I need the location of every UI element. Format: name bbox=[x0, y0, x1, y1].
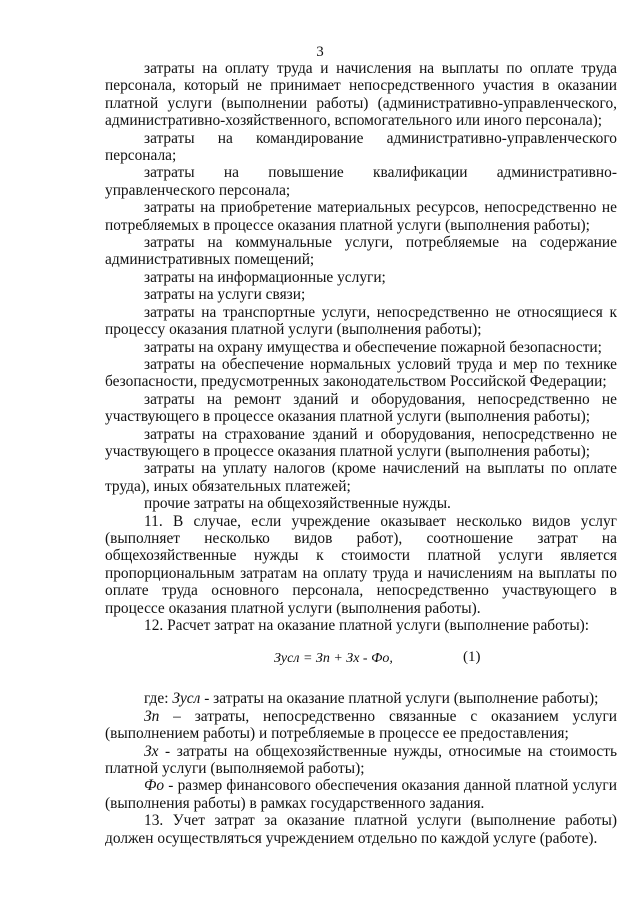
definition-text: – затраты, непосредственно связанные с оказанием услуги (выполнением работы) и потребляемые в процессе ее предоставления; bbox=[105, 707, 617, 743]
paragraph-business-trips: затраты на командирование административно-управленческого персонала; bbox=[105, 129, 617, 165]
paragraph-security: затраты на охрану имущества и обеспечение пожарной безопасности; bbox=[144, 338, 602, 356]
paragraph-communication-services: затраты на услуги связи; bbox=[144, 286, 306, 304]
paragraph-utilities: затраты на коммунальные услуги, потребляемые на содержание административных помещений; bbox=[105, 234, 617, 269]
definition-term: Фо bbox=[144, 777, 165, 795]
paragraph-material-resources: затраты на приобретение материальных ресурсов, непосредственно не потребляемых в процессе оказания платной услуги (выполнения работы); bbox=[105, 199, 617, 234]
document-body bbox=[105, 60, 617, 847]
definition-text: - затраты на общехозяйственные нужды, относимые на стоимость платной услуги (выполняемой работы); bbox=[105, 742, 617, 778]
paragraph-labor-costs: затраты на оплату труда и начисления на выплаты по оплате труда персонала, который не принимает непосредственного участия в оказании платной услуги (выполнении работы) (административно-управленческого, административно-хозяйственного, вспомогательного или иного персонала); bbox=[105, 60, 617, 130]
paragraph-qualification: затраты на повышение квалификации административно-управленческого персонала; bbox=[105, 164, 617, 199]
definition-zh bbox=[105, 743, 617, 778]
paragraph-other-costs: прочие затраты на общехозяйственные нужды. bbox=[144, 495, 451, 513]
page-number: 3 bbox=[316, 44, 324, 60]
paragraph-repair: затраты на ремонт зданий и оборудования, непосредственно не участвующего в процессе оказания платной услуги (выполнения работы); bbox=[105, 390, 617, 426]
definition-term: Зусл bbox=[172, 690, 201, 708]
paragraph-item-11: 11. В случае, если учреждение оказывает несколько видов услуг (выполняет несколько видов работ), соотношение затрат на общехозяйственные нужды к стоимости платной услуги является пропорциональным затратам на оплату труда и начислениям на выплаты по оплате труда основного персонала, непосредственно участвующего в процессе оказания платной услуги (выполнения работы). bbox=[105, 512, 617, 617]
definition-term: Зп bbox=[144, 707, 160, 725]
definition-prefix: где: bbox=[144, 690, 173, 708]
cost-formula bbox=[105, 646, 617, 680]
paragraph-transport-services: затраты на транспортные услуги, непосредственно не относящиеся к процессу оказания платной услуги (выполнения работы); bbox=[105, 303, 617, 339]
paragraph-item-13: 13. Учет затрат за оказание платной услуги (выполнение работы) должен осуществляться учреждением отдельно по каждой услуге (работе). bbox=[105, 812, 617, 847]
paragraph-working-conditions: затраты на обеспечение нормальных условий труда и мер по технике безопасности, предусмотренных законодательством Российской Федерации; bbox=[105, 355, 617, 391]
paragraph-insurance: затраты на страхование зданий и оборудования, непосредственно не участвующего в процессе оказания платной услуги (выполнения работы); bbox=[105, 425, 617, 460]
formula-expression: Зусл = Зп + Зх - Фо, bbox=[274, 651, 393, 667]
definition-zusl bbox=[105, 690, 617, 707]
definition-text: - затраты на оказание платной услуги (выполнение работы); bbox=[200, 690, 599, 708]
formula-number: (1) bbox=[463, 649, 481, 666]
definition-text: - размер финансового обеспечения оказания данной платной услуги (выполнения работы) в рамках государственного задания. bbox=[105, 777, 617, 812]
definition-term: Зх bbox=[144, 742, 159, 760]
paragraph-item-12: 12. Расчет затрат на оказание платной услуги (выполнение работы): bbox=[144, 617, 590, 634]
definition-zp bbox=[105, 708, 617, 743]
paragraph-information-services: затраты на информационные услуги; bbox=[144, 268, 386, 286]
definition-fo bbox=[105, 777, 617, 812]
paragraph-taxes: затраты на уплату налогов (кроме начислений на выплаты по оплате труда), иных обязательных платежей; bbox=[105, 460, 617, 495]
